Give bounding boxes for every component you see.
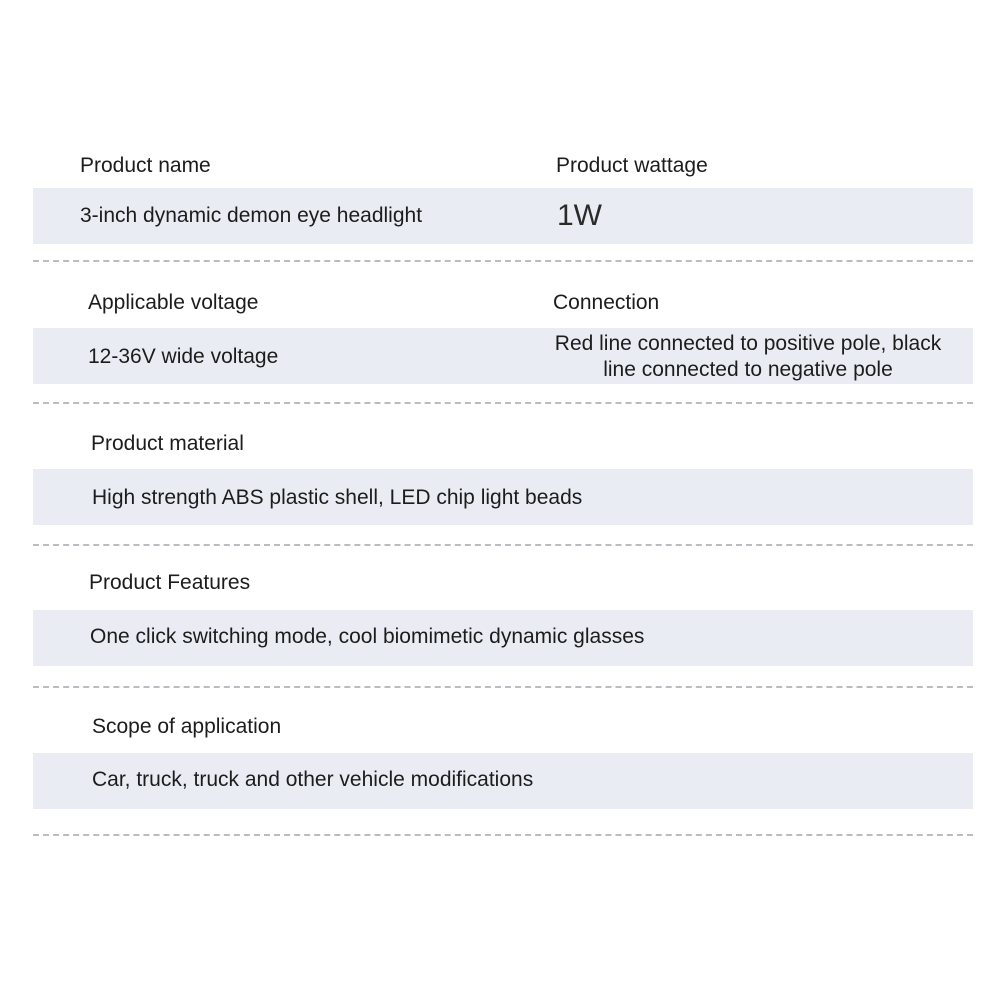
- row-divider: [33, 260, 973, 262]
- product-name-value: 3-inch dynamic demon eye headlight: [80, 204, 423, 227]
- applicable-voltage-label: Applicable voltage: [88, 291, 259, 314]
- applicable-voltage-value: 12-36V wide voltage: [88, 345, 279, 368]
- product-wattage-label: Product wattage: [556, 154, 708, 177]
- product-material-label: Product material: [91, 432, 244, 455]
- row-divider: [33, 686, 973, 688]
- product-features-label: Product Features: [89, 571, 251, 594]
- connection-label: Connection: [553, 291, 660, 314]
- connection-value: Red line connected to positive pole, black line connected to negative pole: [554, 332, 942, 381]
- scope-of-application-label: Scope of application: [92, 715, 282, 738]
- row-divider: [33, 544, 973, 546]
- row-divider: [33, 402, 973, 404]
- product-wattage-value: 1W: [557, 199, 602, 232]
- product-material-value: High strength ABS plastic shell, LED chip light beads: [92, 486, 583, 509]
- scope-of-application-value: Car, truck, truck and other vehicle modifications: [92, 768, 534, 791]
- row-divider: [33, 834, 973, 836]
- product-name-label: Product name: [80, 154, 211, 177]
- product-features-value: One click switching mode, cool biomimetic dynamic glasses: [90, 625, 645, 648]
